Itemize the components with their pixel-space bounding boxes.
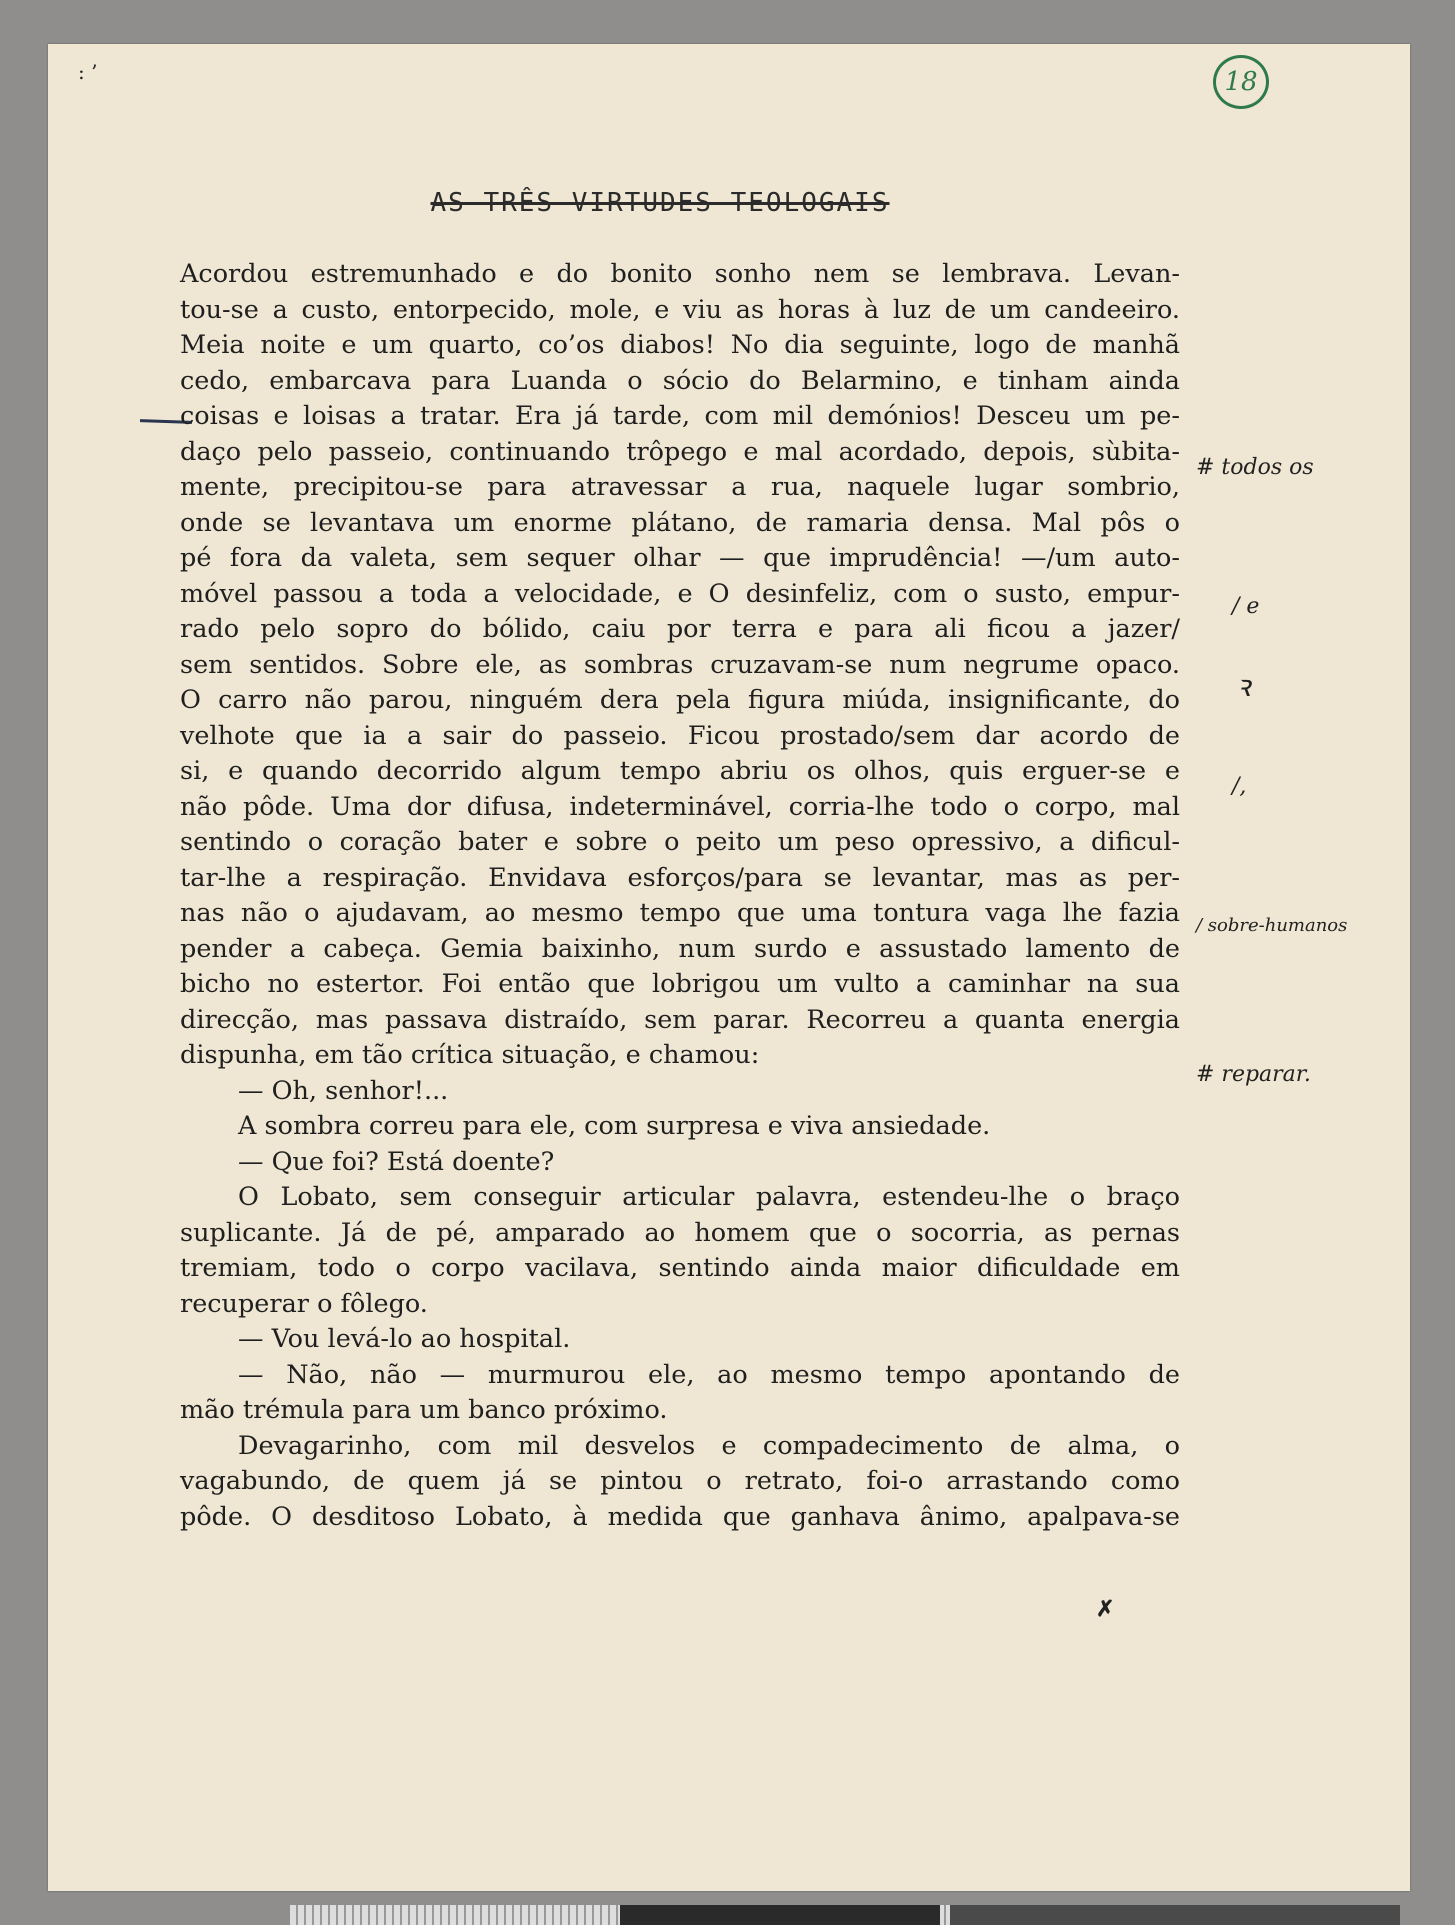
text-line: tar-lhe a respiração. Envidava esforços/para se levantar, mas as per- [180,862,1180,893]
text-line: suplicante. Já de pé, amparado ao homem que o socorria, as pernas [180,1217,1180,1248]
text-line: mão trémula para um banco próximo. [180,1395,668,1425]
text-line: sentindo o coração bater e sobre o peito um peso opressivo, a dificul- [180,827,1180,857]
text-line: coisas e loisas a tratar. Era já tarde, com mil demónios! Desceu um pe- [180,401,1180,431]
text-line: Acordou estremunhado e do bonito sonho nem se lembrava. Levan- [180,259,1180,289]
text-line: mente, precipitou-se para atravessar a rua, naquele lugar sombrio, [180,472,1180,502]
text-line: não pôde. Uma dor difusa, indeterminável, corria-lhe todo o corpo, mal [180,791,1180,822]
dialogue-line: — Que foi? Está doente? [238,1146,555,1177]
margin-note: # todos os [1196,455,1314,480]
text-line: O Lobato, sem conseguir articular palavra, estendeu-lhe o braço [238,1182,1180,1212]
text-line: velhote que ia a sair do passeio. Ficou prostado/sem dar acordo de [180,720,1180,751]
margin-note: / sobre-humanos [1196,915,1348,936]
text-line: pé fora da valeta, sem sequer olhar — que imprudência! —/um auto- [180,543,1180,573]
page-number-stamp: 18 [1213,55,1269,109]
text-line: sem sentidos. Sobre ele, as sombras cruzavam-se num negrume opaco. [180,649,1180,680]
text-line: tremiam, todo o corpo vacilava, sentindo ainda maior dificuldade em [180,1253,1180,1283]
text-line: direcção, mas passava distraído, sem parar. Recorreu a quanta energia [180,1004,1180,1035]
dialogue-line: — Oh, senhor!... [238,1075,449,1106]
dialogue-line: — Não, não — murmurou ele, ao mesmo tempo apontando de [238,1359,1180,1390]
margin-note: ꝛ [1236,669,1251,704]
margin-note: # reparar. [1196,1062,1311,1087]
text-line: tou-se a custo, entorpecido, mole, e viu as horas à luz de um candeeiro. [180,294,1180,325]
margin-note: / e [1232,594,1260,619]
text-line: Devagarinho, com mil desvelos e compadecimento de alma, o [238,1430,1180,1461]
text-line: bicho no estertor. Foi então que lobrigou um vulto a caminhar na sua [180,969,1180,999]
text-line: Meia noite e um quarto, co’os diabos! No dia seguinte, logo de manhã [180,330,1180,360]
text-line: pôde. O desditoso Lobato, à medida que ganhava ânimo, apalpava-se [180,1501,1180,1532]
text-line: recuperar o fôlego. [180,1288,428,1319]
text-line: dispunha, em tão crítica situação, e chamou: [180,1040,760,1070]
scale-ruler-grey-segment [950,1905,1400,1925]
text-line: vagabundo, de quem já se pintou o retrato, foi-o arrastando como [180,1466,1180,1496]
corner-marks: : ’ [78,60,98,84]
struck-title: AS TRÊS VIRTUDES TEOLOGAIS [430,188,890,218]
body-text [180,257,1180,1535]
dialogue-line: — Vou levá-lo ao hospital. [238,1324,571,1354]
text-line: rado pelo sopro do bólido, caiu por terra e para ali ficou a jazer/ [180,614,1180,644]
text-line: A sombra correu para ele, com surpresa e viva ansiedade. [238,1111,991,1141]
scale-ruler-dark-segment [620,1905,940,1925]
text-line: nas não o ajudavam, ao mesmo tempo que uma tontura vaga lhe fazia [180,898,1180,928]
text-line: daço pelo passeio, continuando trôpego e mal acordado, depois, sùbita- [180,436,1180,467]
margin-note: /, [1232,774,1247,799]
text-line: O carro não parou, ninguém dera pela figura miúda, insignificante, do [180,685,1180,715]
text-line: pender a cabeça. Gemia baixinho, num surdo e assustado lamento de [180,933,1180,964]
bottom-corner-mark: ✗ [1096,1596,1115,1622]
text-line: móvel passou a toda a velocidade, e O desinfeliz, com o susto, empur- [180,578,1180,609]
text-line: onde se levantava um enorme plátano, de ramaria densa. Mal pôs o [180,507,1180,538]
text-line: si, e quando decorrido algum tempo abriu os olhos, quis erguer-se e [180,756,1180,786]
text-line: cedo, embarcava para Luanda o sócio do Belarmino, e tinham ainda [180,365,1180,396]
